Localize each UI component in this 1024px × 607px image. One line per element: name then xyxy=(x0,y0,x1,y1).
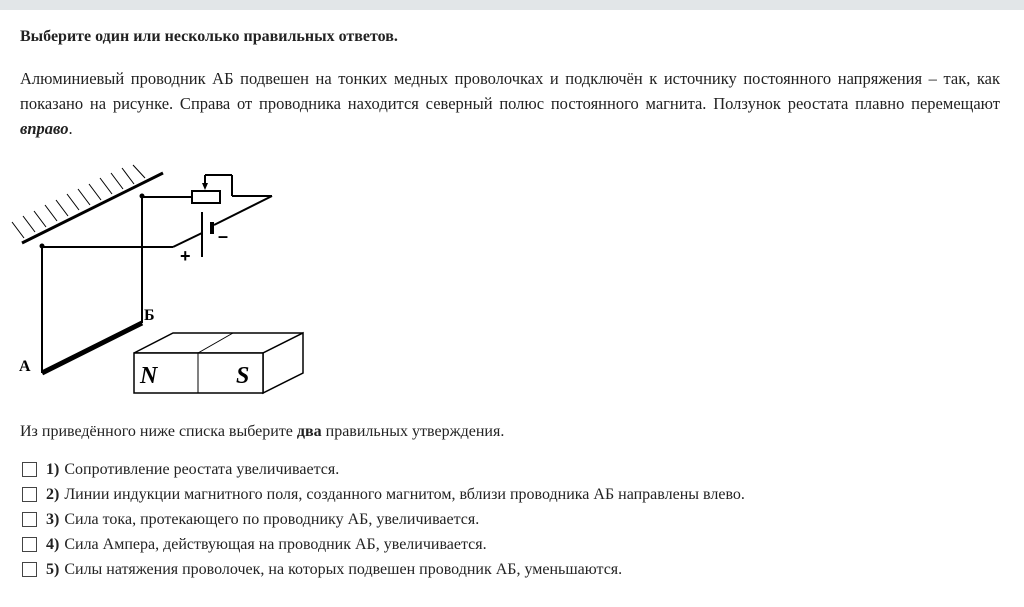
option-text: Сила Ампера, действующая на проводник АБ, увеличивается. xyxy=(64,535,487,553)
option-5[interactable] xyxy=(22,557,745,582)
magnet xyxy=(134,333,303,393)
junction-right xyxy=(140,194,145,199)
checkbox[interactable] xyxy=(22,562,37,577)
circuit-figure xyxy=(0,150,320,410)
conductor-ab xyxy=(42,323,142,373)
checkbox[interactable] xyxy=(22,487,37,502)
ceiling-hatching xyxy=(12,165,145,238)
rheostat-slider-arrow xyxy=(202,183,208,190)
minus-sign: – xyxy=(218,226,229,246)
option-text: Силы натяжения проволочек, на которых подвешен проводник АБ, уменьшаются. xyxy=(64,560,623,578)
option-text: Линии индукции магнитного поля, созданного магнитом, вблизи проводника АБ направлены влево. xyxy=(64,485,745,503)
prompt xyxy=(20,423,504,441)
option-number: 4) xyxy=(46,535,60,553)
option-text: Сопротивление реостата увеличивается. xyxy=(64,460,340,478)
checkbox[interactable] xyxy=(22,512,37,527)
prompt-after: правильных утверждения. xyxy=(321,423,505,440)
option-number: 1) xyxy=(46,460,60,478)
option-text: Сила тока, протекающего по проводнику АБ, увеличивается. xyxy=(64,510,480,528)
junction-left xyxy=(40,244,45,249)
problem-text-before: Алюминиевый проводник АБ подвешен на тонких медных проволочках и подключён к источнику постоянного напряжения – так, как показано на рисунке. Справа от проводника находится северный полюс постоянного магнита. Ползунок реостата плавно перемещают xyxy=(20,69,1000,113)
option-2[interactable] xyxy=(22,482,745,507)
option-number: 3) xyxy=(46,510,60,528)
checkbox[interactable] xyxy=(22,537,37,552)
instruction-heading: Выберите один или несколько правильных ответов. xyxy=(20,28,398,45)
prompt-bold: два xyxy=(296,423,322,440)
magnet-south: S xyxy=(236,363,250,389)
option-number: 2) xyxy=(46,485,60,503)
option-number: 5) xyxy=(46,560,60,578)
problem-text xyxy=(20,66,1000,141)
magnet-north: N xyxy=(140,363,158,389)
prompt-before: Из приведённого ниже списка выберите xyxy=(20,423,297,440)
rheostat xyxy=(192,191,220,203)
plus-sign: + xyxy=(180,246,191,266)
option-4[interactable] xyxy=(22,532,745,557)
top-bar xyxy=(0,0,1024,10)
answer-options xyxy=(22,457,745,582)
checkbox[interactable] xyxy=(22,462,37,477)
label-b: Б xyxy=(144,307,155,324)
label-a: А xyxy=(19,358,31,375)
problem-emphasis: вправо xyxy=(20,119,69,138)
option-3[interactable] xyxy=(22,507,745,532)
problem-text-after: . xyxy=(68,119,73,138)
option-1[interactable] xyxy=(22,457,745,482)
